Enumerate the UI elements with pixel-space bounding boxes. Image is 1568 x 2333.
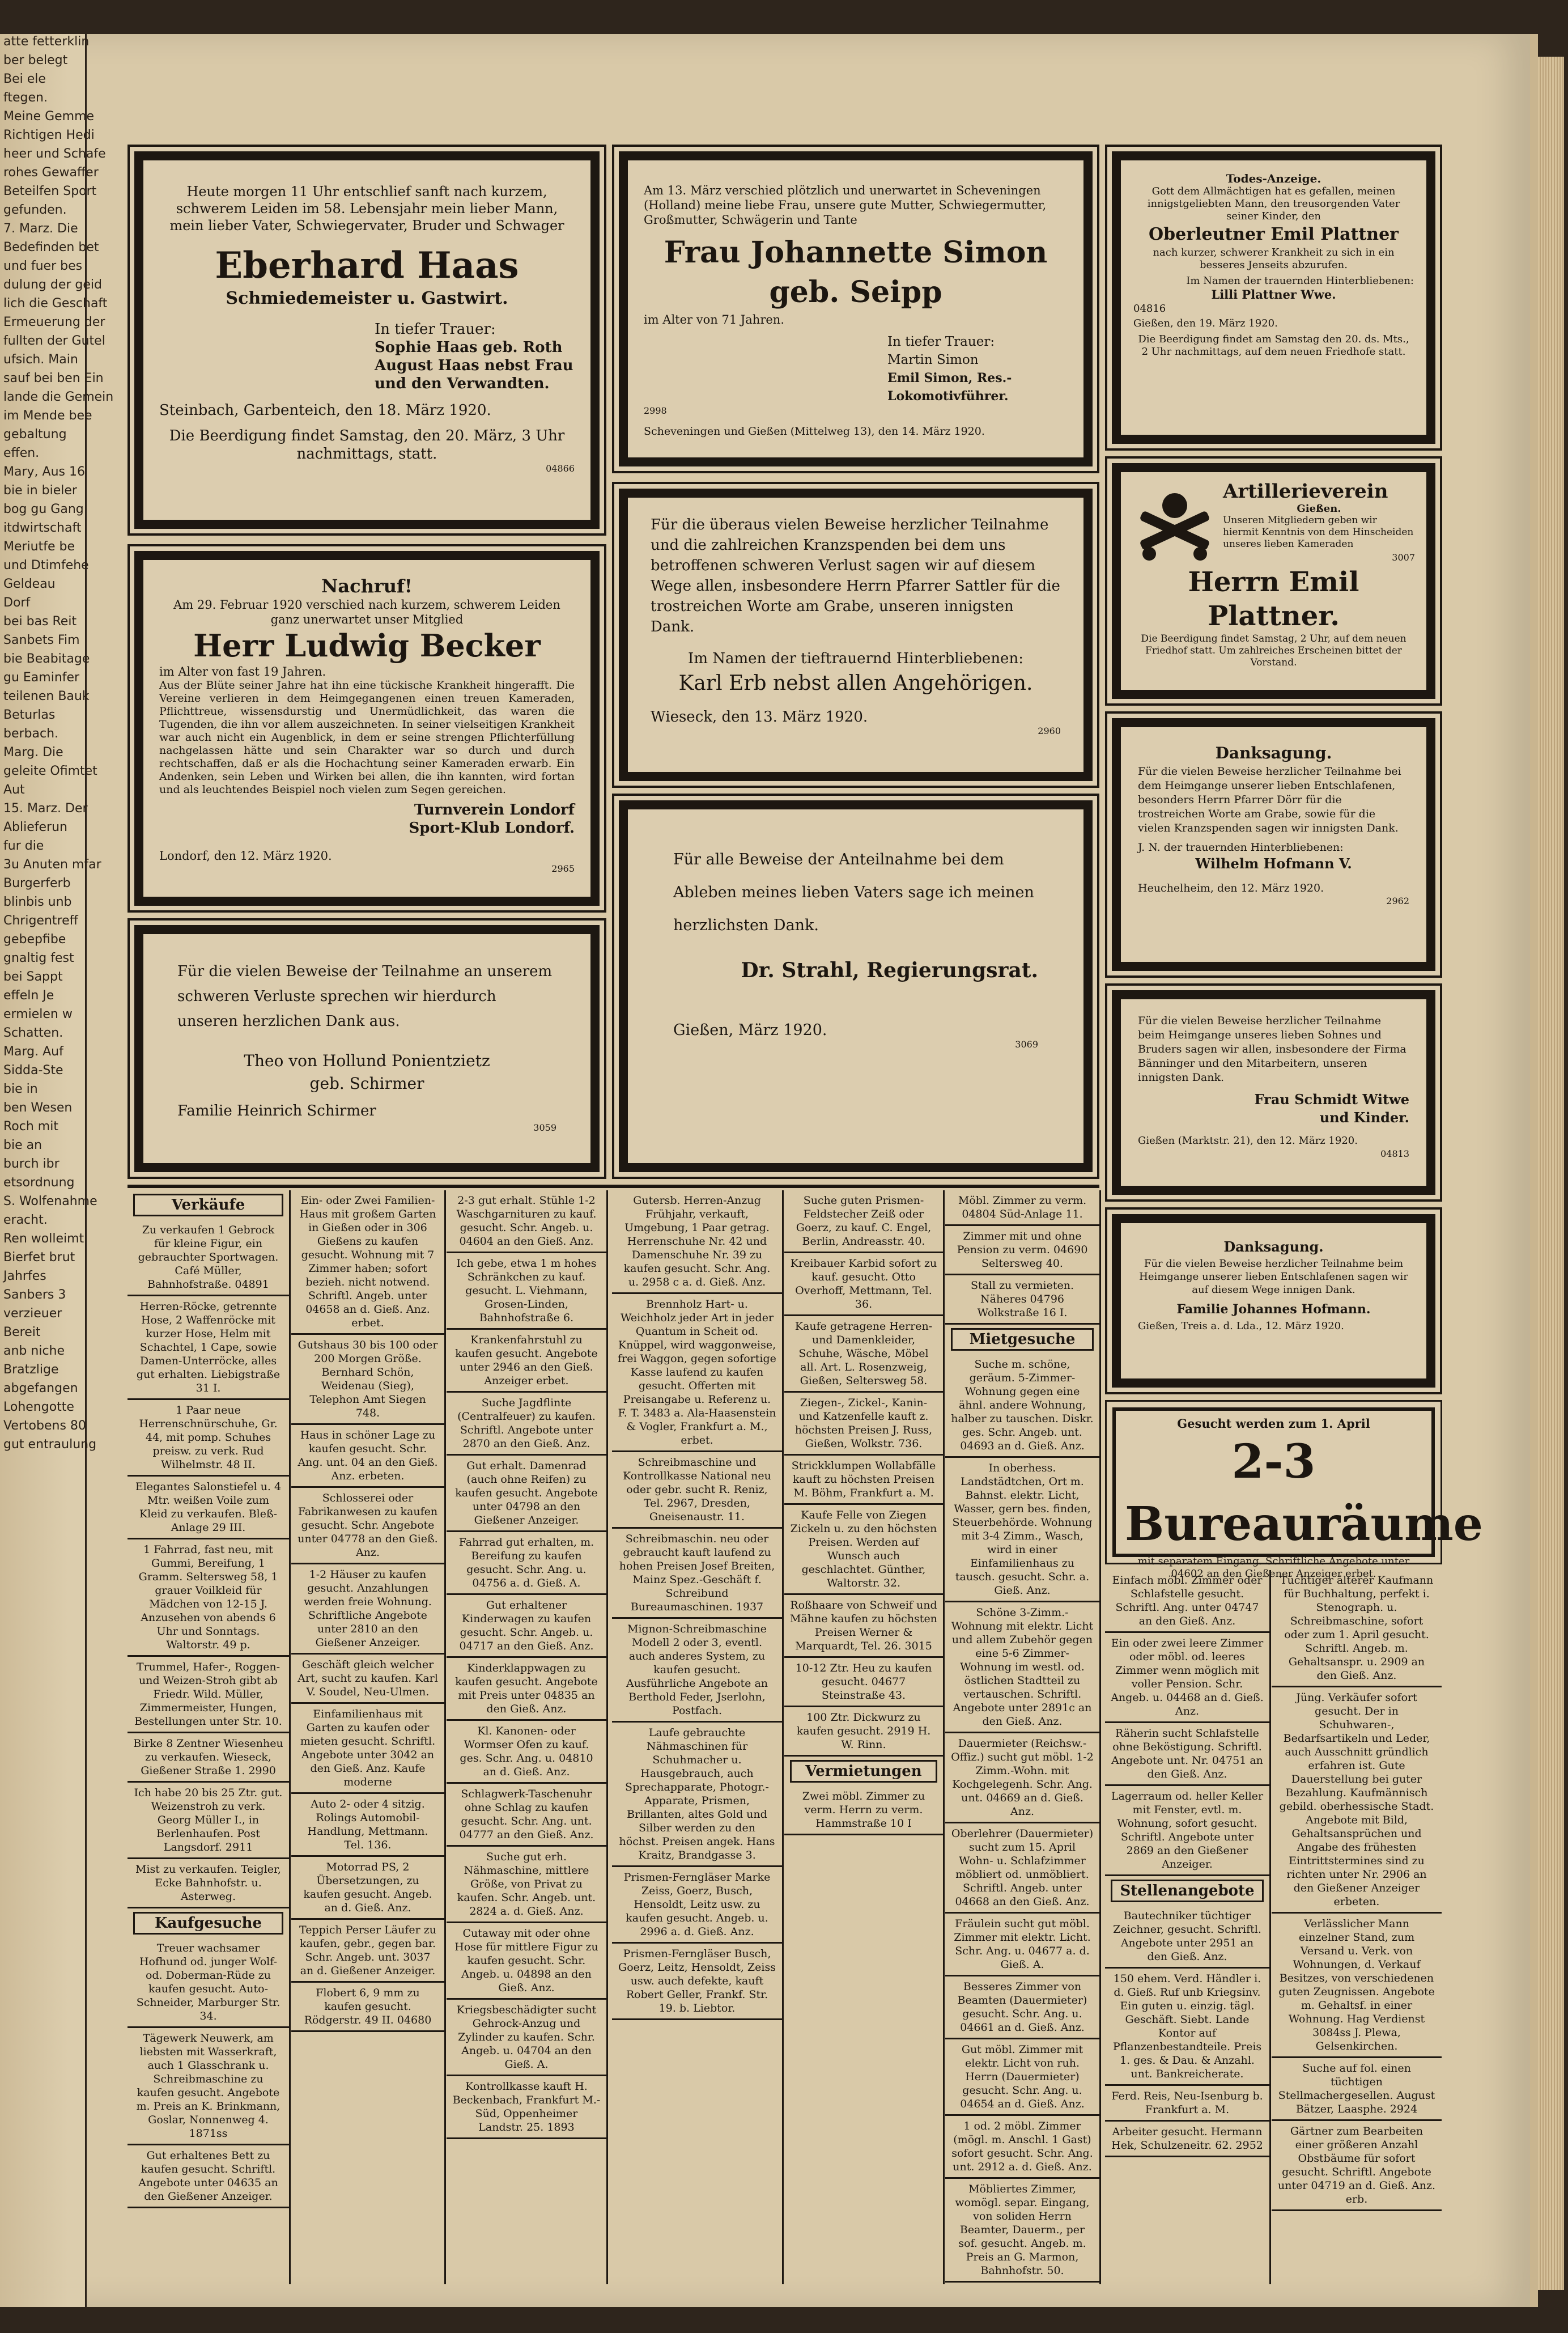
- gutter-line: ufsich. Main: [3, 353, 78, 367]
- gutter-line: Aut: [3, 783, 25, 797]
- notice-schirmer-number: 3059: [533, 1122, 556, 1133]
- gutter-line: verzieuer: [3, 1307, 62, 1321]
- notice-schirmer-signer-2: geb. Schirmer: [309, 1074, 424, 1093]
- notice-strahl-name: Dr. Strahl, Regierungsrat.: [741, 958, 1038, 982]
- classified-ad: Flobert 6, 9 mm zu kaufen gesucht. Rödgerstr. 49 II. 04680: [291, 1983, 444, 2032]
- gutter-line: im Mende bee: [3, 409, 92, 423]
- gutter-line: Vertobens 80: [3, 1419, 86, 1433]
- cannon-emblem-icon: [1132, 480, 1217, 565]
- col-stellenangebote-2: [1272, 1570, 1442, 2284]
- classified-ad: In oberhess. Landstädtchen, Ort m. Bahnst. elektr. Licht, Wasser, gern bes. finden, Steuerbehörde. Wohnung mit 3-4 Zimm., Wasch, wird in einer Einfamilienhaus zu tausch. gesucht. Schr. a. Gieß. Anz.: [945, 1458, 1099, 1602]
- classified-ad: Gut möbl. Zimmer mit elektr. Licht von ruh. Herrn (Dauermieter) gesucht. Schr. Ang. u. 04654 an d. Gieß. Anz.: [945, 2039, 1099, 2116]
- classified-ad: Birke 8 Zentner Wiesenheu zu verkaufen. Wieseck, Gießener Straße 1. 2990: [128, 1733, 289, 1783]
- notice-becker-place: Londorf, den 12. März 1920.: [159, 849, 332, 863]
- gutter-line: bei bas Reit: [3, 614, 77, 629]
- classified-ad: Gärtner zum Bearbeiten einer größeren Anzahl Obstbäume für sofort gesucht. Schriftl. Angebote unter 04719 an d. Gieß. Anz. erb.: [1272, 2121, 1442, 2211]
- gutter-line: ben Wesen: [3, 1101, 73, 1115]
- classified-ad: Gut erhalt. Damenrad (auch ohne Reifen) zu kaufen gesucht. Angebote unter 04798 an den Gießener Anzeiger.: [447, 1456, 606, 1532]
- gutter-line: Sidda-Ste: [3, 1063, 63, 1078]
- gutter-line: Schatten.: [3, 1026, 63, 1040]
- notice-strahl-number: 3069: [1015, 1039, 1038, 1050]
- gutter-line: berbach.: [3, 727, 59, 741]
- gutter-line: ber belegt: [3, 53, 68, 67]
- gutter-line: effeln Je: [3, 989, 54, 1003]
- notice-simon-name: Frau Johannette Simon geb. Seipp: [664, 235, 1048, 309]
- bureau-top: Gesucht werden zum 1. April: [1177, 1416, 1370, 1431]
- classified-ad: Möbliertes Zimmer, womögl. separ. Eingang, von soliden Herrn Beamter, Dauerm., per sof. gesucht. Angeb. m. Preis an G. Marmon, Bahnhofstr. 50.: [945, 2179, 1099, 2283]
- classified-ad: Oberlehrer (Dauermieter) sucht zum 15. April Wohn- u. Schlafzimmer möbliert od. unmöbliert. Schriftl. Angeb. unter 04668 an den Gieß. Anz.: [945, 1823, 1099, 1914]
- notice-artillerie-name: Herrn Emil Plattner.: [1188, 566, 1359, 632]
- gutter-line: 15. Marz. Der: [3, 801, 88, 816]
- gutter-line: gu Eaminfer: [3, 671, 80, 685]
- notice-becker-name: Herr Ludwig Becker: [193, 627, 541, 664]
- gutter-line: effen.: [3, 446, 40, 460]
- notice-simon-number: 2998: [644, 405, 667, 416]
- gutter-line: atte fetterklin: [3, 35, 90, 49]
- classified-ad: Räherin sucht Schlafstelle ohne Beköstigung. Schriftl. Angebote unt. Nr. 04751 an den Gieß. Anz.: [1105, 1723, 1269, 1786]
- gutter-line: Ablieferun: [3, 820, 67, 834]
- notice-plattner-text-2: nach kurzer, schwerer Krankheit zu sich in ein besseres Jenseits abzurufen.: [1153, 247, 1395, 271]
- notice-plattner-text: Gott dem Allmächtigen hat es gefallen, meinen innigstgeliebten Mann, den treusorgenden Vater seiner Kinder, den: [1147, 185, 1400, 222]
- classified-ad: Besseres Zimmer von Beamten (Dauermieter) gesucht. Schr. Ang. u. 04661 an d. Gieß. Anz.: [945, 1976, 1099, 2039]
- gutter-line: bie an: [3, 1138, 43, 1152]
- notice-schirmer-signer-3: Familie Heinrich Schirmer: [177, 1102, 376, 1119]
- gutter-line: Dorf: [3, 596, 31, 610]
- notice-simon-age: im Alter von 71 Jahren.: [644, 313, 785, 326]
- gutter-line: ftegen.: [3, 91, 48, 105]
- classified-ad: 1-2 Häuser zu kaufen gesucht. Anzahlungen werden freie Wohnung. Schriftliche Angebote unter 2810 an den Gießener Anzeiger.: [291, 1564, 444, 1655]
- notice-becker: [128, 544, 606, 913]
- notice-haas-number: 04866: [546, 463, 575, 474]
- notice-erb-mourn: Im Namen der tieftrauernd Hinterbliebenen:: [688, 650, 1023, 667]
- notice-becker-head: Nachruf!: [321, 575, 413, 597]
- classified-ad: Schöne 3-Zimm.-Wohnung mit elektr. Licht und allem Zubehör gegen eine 5-6 Zimmer-Wohnung im westl. od. östlichen Stadtteil zu vertauschen. Schriftl. Angebote unter 2891c an den Gieß. Anz.: [945, 1602, 1099, 1733]
- notice-simon: [612, 145, 1099, 473]
- classified-ad: Ziegen-, Zickel-, Kanin- und Katzenfelle kauft z. höchsten Preisen J. Russ, Gießen, Wolkstr. 736.: [784, 1393, 943, 1456]
- gutter-line: gebaltung: [3, 427, 67, 442]
- gutter-line: teilenen Bauk: [3, 689, 90, 703]
- gutter-line: Marg. Die: [3, 745, 63, 760]
- gutter-line: bog gu Gang: [3, 502, 84, 516]
- classified-ad: Stall zu vermieten. Näheres 04796 Wolkstraße 16 I.: [945, 1275, 1099, 1325]
- gutter-line: etsordnung: [3, 1176, 75, 1190]
- gutter-line: Mary, Aus 16: [3, 465, 85, 479]
- col-immobilien: [291, 1190, 446, 2284]
- gutter-line: Meine Gemme: [3, 109, 95, 124]
- col-kaufgesuche-2: [447, 1190, 608, 2284]
- ad-bureauraeume: [1105, 1400, 1483, 1580]
- gutter-line: Jahrfes: [3, 1269, 46, 1283]
- notice-schmidt-text: Für die vielen Beweise herzlicher Teilnahme beim Heimgange unseres lieben Sohnes und Bruders sagen wir allen, insbesondere der Firma Bänninger und den Mitarbeitern, unseren innigsten Dank.: [1138, 1015, 1406, 1084]
- newspaper-page: [0, 34, 1538, 2307]
- classified-ad: Verlässlicher Mann einzelner Stand, zum Versand u. Verk. von Wohnungen, d. Verkauf Besitzes, von verschiedenen guten Zeugnissen. Angebote m. Gehaltsf. in einer Wohnung. Hag Verdienst 3084ss J. Plewa, Gelsenkirchen.: [1272, 1914, 1442, 2058]
- notice-haas-place: Steinbach, Garbenteich, den 18. März 1920.: [159, 402, 491, 419]
- gutter-line: heer und Schafe: [3, 147, 106, 161]
- gutter-line: Marg. Auf: [3, 1045, 63, 1059]
- gutter-line: gebepfibe: [3, 932, 66, 947]
- classified-ad: 2-3 gut erhalt. Stühle 1-2 Waschgarnituren zu kauf. gesucht. Schr. Angeb. u. 04604 an den Gieß. Anz.: [447, 1190, 606, 1253]
- notice-haas: [128, 145, 606, 536]
- col-kaufgesuche-4: [784, 1190, 945, 2284]
- gutter-line: und fuer bes: [3, 259, 83, 273]
- bureau-headline: 2-3 Bureauräume: [1125, 1435, 1483, 1551]
- notice-strahl-place: Gießen, März 1920.: [673, 1021, 827, 1039]
- gutter-line: Chrigentreff: [3, 914, 78, 928]
- notice-simon-mourn: In tiefer Trauer:: [887, 334, 995, 349]
- notice-artillerie-number: 3007: [1392, 552, 1415, 563]
- notice-becker-signer-1: Turnverein Londorf: [414, 801, 575, 818]
- classified-ad: Zu verkaufen 1 Gebrock für kleine Figur, ein gebrauchter Sportwagen. Café Müller, Bahnhofstraße. 04891: [128, 1220, 289, 1296]
- gutter-line: gut entraulung: [3, 1437, 97, 1452]
- gutter-line: eracht.: [3, 1213, 48, 1227]
- notice-hofmann1-place: Heuchelheim, den 12. März 1920.: [1138, 882, 1324, 894]
- classified-ad: Bautechniker tüchtiger Zeichner, gesucht. Schriftl. Angebote unter 2951 an den Gieß. Anz.: [1105, 1906, 1269, 1969]
- gutter-line: Burgerferb: [3, 876, 71, 890]
- classified-ad: Mignon-Schreibmaschine Modell 2 oder 3, eventl. auch anderes System, zu kaufen gesucht. Ausführliche Angebote an Berthold Feder, Jserlohn, Postfach.: [612, 1619, 782, 1723]
- notice-hofmann2-place: Gießen, Treis a. d. Lda., 12. März 1920.: [1138, 1320, 1344, 1332]
- gutter-line: gnaltig fest: [3, 951, 74, 965]
- classified-ad: 10-12 Ztr. Heu zu kaufen gesucht. 04677 Steinstraße 43.: [784, 1658, 943, 1707]
- notice-haas-signer-3: und den Verwandten.: [375, 375, 550, 392]
- notice-erb: [612, 482, 1099, 788]
- gutter-line: bie Beabitage: [3, 652, 90, 666]
- section-verkaeufe-head: Verkäufe: [133, 1194, 283, 1216]
- classified-ad: Kl. Kanonen- oder Wormser Ofen zu kauf. ges. Schr. Ang. u. 04810 an d. Gieß. Anz.: [447, 1721, 606, 1784]
- col-stellenangebote-1: [1105, 1570, 1271, 2284]
- classified-ad: Fräulein sucht gut möbl. Zimmer mit elektr. Licht. Schr. Ang. u. 04677 a. d. Gieß. A.: [945, 1914, 1099, 1976]
- gutter-line: Bei ele: [3, 72, 46, 86]
- section-divider: [128, 1185, 1099, 1188]
- classified-ad: 1 od. 2 möbl. Zimmer (mögl. m. Anschl. 1 Gast) sofort gesucht. Schr. Ang. unt. 2912 a. d. Gieß. Anz.: [945, 2116, 1099, 2179]
- notice-becker-signer-2: Sport-Klub Londorf.: [409, 820, 575, 837]
- gutter-line: gefunden.: [3, 203, 67, 217]
- classified-ad: Kinderklappwagen zu kaufen gesucht. Angebote mit Preis unter 04835 an den Gieß. Anz.: [447, 1658, 606, 1721]
- classified-ad: Motorrad PS, 2 Übersetzungen, zu kaufen gesucht. Angeb. an d. Gieß. Anz.: [291, 1857, 444, 1920]
- gutter-line: Beteilfen Sport: [3, 184, 97, 198]
- notice-strahl: [612, 794, 1099, 1179]
- notice-plattner-place: Gießen, den 19. März 1920.: [1133, 317, 1278, 329]
- notice-schmidt-name: Frau Schmidt Witwe: [1254, 1091, 1409, 1108]
- classified-ad: Kontrollkasse kauft H. Beckenbach, Frankfurt M.-Süd, Oppenheimer Landstr. 25. 1893: [447, 2076, 606, 2139]
- bureau-text: mit separatem Eingang. Schriftliche Angebote unter 04602 an den Gießener Anzeiger erbet.: [1137, 1555, 1410, 1580]
- classified-ad: Arbeiter gesucht. Hermann Hek, Schulzeneitr. 62. 2952: [1105, 2122, 1269, 2157]
- gutter-line: Meriutfe be: [3, 540, 75, 554]
- section-head-mietgesuche: Mietgesuche: [951, 1328, 1094, 1351]
- section-head-stellenangebote: Stellenangebote: [1111, 1880, 1264, 1902]
- classified-ad: Zwei möbl. Zimmer zu verm. Herrn zu verm. Hammstraße 10 I: [784, 1786, 943, 1835]
- notice-schirmer: [128, 918, 606, 1179]
- notice-plattner-name: Oberleutner Emil Plattner: [1149, 224, 1399, 244]
- notice-hofmann1-mourn: J. N. der trauernden Hinterbliebenen:: [1138, 841, 1344, 854]
- notice-hofmann1-head: Danksagung.: [1215, 744, 1332, 762]
- notice-erb-text: Für die überaus vielen Beweise herzlicher Teilnahme und die zahlreichen Kranzspenden bei dem uns betroffenen schweren Verlust sagen wir auf diesem Wege allen, insbesondere Herrn Pfarrer Sattler für die trostreichen Worte am Grabe, unseren innigsten Dank.: [651, 516, 1060, 635]
- classified-ad: Gut erhaltenes Bett zu kaufen gesucht. Schriftl. Angebote unter 04635 an den Gießener Anzeiger.: [128, 2145, 289, 2208]
- notice-becker-age: im Alter von fast 19 Jahren.: [159, 665, 326, 678]
- gutter-line: Sanbets Fim: [3, 633, 80, 647]
- col-verkaeufe: [128, 1190, 291, 2284]
- gutter-line: 3u Anuten mfar: [3, 858, 101, 872]
- gutter-line: Beturlas: [3, 708, 56, 722]
- notice-becker-intro: Am 29. Februar 1920 verschied nach kurzem, schwerem Leiden ganz unerwartet unser Mitglied: [173, 598, 560, 626]
- classified-ad: Gutshaus 30 bis 100 oder 200 Morgen Größe. Bernhard Schön, Weidenau (Sieg), Telephon Amt Siegen 748.: [291, 1335, 444, 1425]
- classified-ad: Lagerraum od. heller Keller mit Fenster, evtl. m. Wohnung, sofort gesucht. Schriftl. Angebote unter 2869 an den Gießener Anzeiger.: [1105, 1786, 1269, 1876]
- gutter-line: fur die: [3, 839, 44, 853]
- classified-ad: Cutaway mit oder ohne Hose für mittlere Figur zu kaufen gesucht. Schr. Angeb. u. 04898 an den Gieß. Anz.: [447, 1923, 606, 2000]
- page-edge-stack: [1538, 57, 1564, 2290]
- classified-ad: Brennholz Hart- u. Weichholz jeder Art in jeder Quantum in Scheit od. Knüppel, wird waggonweise, frei Waggon, gegen sofortige Kasse laufend zu kaufen gesucht. Offerten mit Preisangabe u. Referenz u. F. T. 3483 a. Ala-Haasenstein & Vogler, Frankfurt a. M., erbet.: [612, 1294, 782, 1452]
- classified-ad: Einfach möbl. Zimmer oder Schlafstelle gesucht. Schriftl. Ang. unter 04747 an den Gieß. Anz.: [1105, 1570, 1269, 1633]
- classified-ad: Tüchtiger älterer Kaufmann für Buchhaltung, perfekt i. Stenograph. u. Schreibmaschine, sofort oder zum 1. April gesucht. Schriftl. Angeb. m. Gehaltsanspr. u. 2909 an den Gieß. Anz.: [1272, 1570, 1442, 1687]
- notice-simon-place: Scheveningen und Gießen (Mittelweg 13), den 14. März 1920.: [644, 425, 985, 438]
- notice-haas-signer-2: August Haas nebst Frau: [375, 357, 573, 374]
- classified-ad: Elegantes Salonstiefel u. 4 Mtr. weißen Voile zum Kleid zu verkaufen. Bleß-Anlage 29 III.: [128, 1477, 289, 1539]
- notice-plattner-signer: Lilli Plattner Wwe.: [1211, 287, 1336, 302]
- classified-ad: Gutersb. Herren-Anzug Frühjahr, verkauft, Umgebung, 1 Paar getrag. Herrenschuhe Nr. 42 und Damenschuhe Nr. 39 zu kaufen gesucht. Schr. Ang. u. 2958 c a. d. Gieß. Anz.: [612, 1190, 782, 1294]
- notice-hofmann2-text: Für die vielen Beweise herzlicher Teilnahme beim Heimgange unserer lieben Entschlafenen sagen wir auf diesem Wege innigen Dank.: [1139, 1258, 1408, 1296]
- gutter-line: anb niche: [3, 1344, 65, 1358]
- classified-ad: Trummel, Hafer-, Roggen- und Weizen-Stroh gibt ab Friedr. Wild. Müller, Zimmermeister, Hungen, Bestellungen unter Str. 10.: [128, 1657, 289, 1733]
- gutter-line: bie in: [3, 1082, 38, 1096]
- classified-ad: Schreibmaschine und Kontrollkasse National neu oder gebr. sucht R. Reniz, Tel. 2967, Dresden, Gneisenaustr. 11.: [612, 1452, 782, 1529]
- classified-ad: 150 ehem. Verd. Händler i. d. Gieß. Ruf unb Kriegsinv. Ein guten u. einzig. tägl. Geschäft. Siebt. Lande Kontor auf Pflanzenbestandteile. Preis 1. ges. & Dau. & Anzahl. unt. Bankreicherate.: [1105, 1969, 1269, 2086]
- notice-hofmann1-name: Wilhelm Hofmann V.: [1195, 855, 1352, 872]
- gutter-line: 7. Marz. Die: [3, 222, 78, 236]
- notice-plattner-number: 04816: [1133, 303, 1166, 315]
- notice-erb-number: 2960: [1038, 726, 1061, 736]
- classified-ad: Kaufe Felle von Ziegen Zickeln u. zu den höchsten Preisen. Werden auf Wunsch auch geschlachtet. Günther, Waltorstr. 32.: [784, 1505, 943, 1595]
- classified-ad: Ich gebe, etwa 1 m hohes Schränkchen zu kauf. gesucht. L. Viehmann, Grosen-Linden, Bahnhofstraße 6.: [447, 1253, 606, 1330]
- classified-ad: 1 Paar neue Herrenschnürschuhe, Gr. 44, mit pomp. Schuhes preisw. zu verk. Rud Wilhelmstr. 48 II.: [128, 1400, 289, 1477]
- classified-ad: Kriegsbeschädigter sucht Gehrock-Anzug und Zylinder zu kaufen. Schr. Angeb. u. 04704 an den Gieß. A.: [447, 2000, 606, 2076]
- gutter-line: Geldeau: [3, 577, 56, 591]
- gutter-line: Sanbers 3: [3, 1288, 66, 1302]
- notice-hofmann2-head: Danksagung.: [1223, 1238, 1324, 1255]
- classified-ad: Ich habe 20 bis 25 Ztr. gut. Weizenstroh zu verk. Georg Müller I., in Berlenhaufen. Post Langsdorf. 2911: [128, 1783, 289, 1859]
- notice-becker-number: 2965: [551, 863, 575, 874]
- notice-plattner-mourn: Im Namen der trauernden Hinterbliebenen:: [1186, 275, 1414, 287]
- gutter-line: bie in bieler: [3, 483, 77, 498]
- notice-artillerie-sub: Gießen.: [1297, 503, 1341, 515]
- classified-ad: Prismen-Ferngläser Busch, Goerz, Leitz, Hensoldt, Zeiss usw. auch defekte, kauft Robert Geller, Frankf. Str. 19. b. Liebtor.: [612, 1944, 782, 2020]
- gutter-line: ermielen w: [3, 1007, 73, 1021]
- gutter-line: blinbis unb: [3, 895, 72, 909]
- notice-plattner-burial: Die Beerdigung findet am Samstag den 20. ds. Mts., 2 Uhr nachmittags, auf dem neuen Friedhofe statt.: [1138, 333, 1409, 358]
- notice-artillerie-head: Artillerieverein: [1223, 480, 1388, 503]
- notice-schmidt-name-2: und Kinder.: [1319, 1109, 1409, 1126]
- classified-ad: Teppich Perser Läufer zu kaufen, gebr., gegen bar. Schr. Angeb. unt. 3037 an d. Gießener Anzeiger.: [291, 1920, 444, 1983]
- notice-simon-signer-2: Emil Simon, Res.-Lokomotivführer.: [887, 371, 1012, 404]
- classified-ad: Ferd. Reis, Neu-Isenburg b. Frankfurt a. M.: [1105, 2086, 1269, 2122]
- gutter-line: abgefangen: [3, 1381, 78, 1395]
- notice-haas-mourn: In tiefer Trauer:: [375, 321, 496, 338]
- notice-hofmann1-number: 2962: [1386, 896, 1409, 906]
- notice-simon-signer-1: Martin Simon: [887, 353, 979, 367]
- notice-hofmann1-text: Für die vielen Beweise herzlicher Teilnahme bei dem Heimgange unserer lieben Entschlafenen, besonders Herrn Pfarrer Dörr für die trostreichen Worte am Grabe, sowie für die vielen Kranzspenden sagen wir innigsten Dank.: [1138, 765, 1401, 834]
- col-mietgesuche: [945, 1190, 1101, 2284]
- classified-ad: Tägewerk Neuwerk, am liebsten mit Wasserkraft, auch 1 Glasschrank u. Schreibmaschine zu kaufen gesucht. Angebote m. Preis an K. Brinkmann, Goslar, Nonnenweg 4. 1871ss: [128, 2028, 289, 2145]
- gutter-line: Ren wolleimt: [3, 1232, 84, 1246]
- notice-artillerie-text: Unseren Mitgliedern geben wir hiermit Kenntnis von dem Hinscheiden unseres lieben Kameraden: [1223, 515, 1414, 550]
- classified-ad: Treuer wachsamer Hofhund od. junger Wolf- od. Doberman-Rüde zu kaufen gesucht. Auto-Schneider, Marburger Str. 34.: [128, 1938, 289, 2028]
- classified-ad: Schlagwerk-Taschenuhr ohne Schlag zu kaufen gesucht. Schr. Ang. unt. 04777 an den Gieß. Anz.: [447, 1784, 606, 1847]
- classified-ad: Suche auf fol. einen tüchtigen Stellmachergesellen. August Bätzer, Laasphe. 2924: [1272, 2058, 1442, 2121]
- notice-plattner-head: Todes-Anzeige.: [1226, 172, 1321, 185]
- classified-ad: Krankenfahrstuhl zu kaufen gesucht. Angebote unter 2946 an den Gieß. Anzeiger erbet.: [447, 1330, 606, 1393]
- notice-strahl-text: Für alle Beweise der Anteilnahme bei dem Ableben meines lieben Vaters sage ich meinen herzlichsten Dank.: [673, 851, 1034, 934]
- section-kaufgesuche-head: Kaufgesuche: [133, 1912, 283, 1935]
- classified-ad: Geschäft gleich welcher Art, sucht zu kaufen. Karl V. Soudel, Neu-Ulmen.: [291, 1655, 444, 1704]
- gutter-line: Ermeuerung der: [3, 315, 105, 329]
- notice-schirmer-signer-1: Theo von Hollund Ponientzietz: [244, 1051, 490, 1070]
- classified-ad: Suche guten Prismen-Feldstecher Zeiß oder Goerz, zu kauf. C. Engel, Berlin, Andreasstr. 40.: [784, 1190, 943, 1253]
- classified-ad: Mist zu verkaufen. Teigler, Ecke Bahnhofstr. u. Asterweg.: [128, 1859, 289, 1908]
- classified-ad: Strickklumpen Wollabfälle kauft zu höchsten Preisen M. Böhm, Frankfurt a. M.: [784, 1456, 943, 1505]
- notice-erb-name: Karl Erb nebst allen Angehörigen.: [678, 672, 1033, 695]
- section-head-vermietungen: Vermietungen: [790, 1760, 937, 1783]
- classified-ad: Suche gut erh. Nähmaschine, mittlere Größe, von Privat zu kaufen. Schr. Angeb. unt. 2824 a. d. Gieß. Anz.: [447, 1847, 606, 1923]
- classified-ad: Haus in schöner Lage zu kaufen gesucht. Schr. Ang. unt. 04 an den Gieß. Anz. erbeten.: [291, 1425, 444, 1488]
- notice-schmidt-number: 04813: [1380, 1148, 1409, 1159]
- gutter-line: Richtigen Hedi: [3, 128, 95, 142]
- classified-ad: Laufe gebrauchte Nähmaschinen für Schuhmacher u. Hausgebrauch, auch Sprechapparate, Photogr.-Apparate, Prismen, Brillanten, altes Gold und Silber werden zu den höchst. Preisen angek. Hans Kraitz, Brandgasse 3.: [612, 1723, 782, 1867]
- classified-ad: Kreibauer Karbid sofort zu kauf. gesucht. Otto Overhoff, Mettmann, Tel. 36.: [784, 1253, 943, 1316]
- classified-ad: Kaufe getragene Herren- und Damenkleider, Schuhe, Wäsche, Möbel all. Art. L. Rosenzweig, Gießen, Seltersweg 58.: [784, 1316, 943, 1393]
- classified-ad: Roßhaare von Schweif und Mähne kaufen zu höchsten Preisen Werner & Marquardt, Tel. 26. 3015: [784, 1595, 943, 1658]
- gutter-line: fullten der Gutel: [3, 334, 105, 348]
- gutter-line: bei Sappt: [3, 970, 63, 984]
- gutter-line: dulung der geid: [3, 278, 102, 292]
- classified-ad: Einfamilienhaus mit Garten zu kaufen oder mieten gesucht. Schriftl. Angebote unter 3042 an den Gieß. Anz. Kaufe moderne: [291, 1704, 444, 1794]
- notice-schmidt: [1105, 983, 1442, 1202]
- classified-ad: Suche m. schöne, geräum. 5-Zimmer-Wohnung gegen eine ähnl. andere Wohnung, halber zu tauschen. Diskr. ges. Schr. Angeb. unt. 04693 an d. Gieß. Anz.: [945, 1354, 1099, 1458]
- notice-schmidt-place: Gießen (Marktstr. 21), den 12. März 1920.: [1138, 1135, 1358, 1147]
- gutter-line: itdwirtschaft: [3, 521, 82, 535]
- notice-hofmann2-name: Familie Johannes Hofmann.: [1176, 1302, 1371, 1317]
- classified-ad: Jüng. Verkäufer sofort gesucht. Der in Schuhwaren-, Bedarfsartikeln und Leder, auch Ausschnitt gründlich erfahren ist. Gute Dauerstellung bei guter Bezahlung. Kaufmännisch gebild. oberhessische Stadt. Angebote mit Bild, Gehaltsansprüchen und Angabe des frühesten Eintrittstermines sind zu richten unter Nr. 2906 an den Gießener Anzeiger erbeten.: [1272, 1687, 1442, 1914]
- gutter-line: lande die Gemein: [3, 390, 114, 404]
- notice-erb-place: Wieseck, den 13. März 1920.: [651, 709, 868, 726]
- classified-ad: 1 Fahrrad, fast neu, mit Gummi, Bereifung, 1 Gramm. Seltersweg 58, 1 grauer Voilkleid für Mädchen von 12-15 J. Anzusehen von abends 6 Uhr und Sonntags. Waltorstr. 49 p.: [128, 1539, 289, 1657]
- notice-artillerie-text-2: Die Beerdigung findet Samstag, 2 Uhr, auf dem neuen Friedhof statt. Um zahlreiches Erscheinen bittet der Vorstand.: [1141, 633, 1406, 668]
- col-kaufgesuche-3: [612, 1190, 784, 2284]
- left-page-gutter-text: [0, 34, 114, 2307]
- gutter-line: Bierfet brut: [3, 1250, 75, 1265]
- notice-artillerieverein: [1105, 456, 1442, 706]
- gutter-line: Bratzlige: [3, 1363, 59, 1377]
- notice-haas-title: Schmiedemeister u. Gastwirt.: [226, 289, 508, 308]
- classified-ad: Prismen-Ferngläser Marke Zeiss, Goerz, Busch, Hensoldt, Leitz usw. zu kaufen gesucht. Angeb. u. 2996 a. d. Gieß. Anz.: [612, 1867, 782, 1944]
- notice-hofmann-2: [1105, 1207, 1442, 1394]
- notice-hofmann-1: [1105, 711, 1442, 978]
- gutter-line: und Dtimfehe: [3, 558, 89, 572]
- gutter-line: lich die Geschaft: [3, 296, 108, 311]
- notice-haas-name: Eberhard Haas: [215, 244, 519, 287]
- classified-ad: Herren-Röcke, getrennte Hose, 2 Waffenröcke mit kurzer Hose, Helm mit Schachtel, 1 Cape, sowie Damen-Unterröcke, alles gut erhalten. Liebigstraße 31 I.: [128, 1296, 289, 1400]
- gutter-line: Bedefinden bet: [3, 240, 99, 254]
- classified-ad: Suche Jagdflinte (Centralfeuer) zu kaufen. Schriftl. Angebote unter 2870 an den Gieß. Anz.: [447, 1393, 606, 1456]
- gutter-line: Lohengotte: [3, 1400, 74, 1414]
- notice-haas-burial: Die Beerdigung findet Samstag, den 20. März, 3 Uhr nachmittags, statt.: [169, 427, 565, 463]
- notice-becker-text: Aus der Blüte seiner Jahre hat ihn eine tückische Krankheit hingerafft. Die Vereine verlieren in dem Heimgegangenen einen treuen Kameraden, Pflichttreue, wissensdurstig und Unermüdlichkeit, das waren die Tugenden, die ihn vor allem auszeichneten. In seiner vielseitigen Krankheit war auch nicht ein Augenblick, in dem er seine strengen Pflichterfüllung nachgelassen hätte und sein Charakter war so durch und durch rechtschaffen, daß er als die Hochachtung seiner Kameraden erwarb. Ein Andenken, sein Leben und Wirken bei allen, die ihn kannten, wird fortan und als leuchtendes Beispiel noch vielen zum Segen gereichen.: [159, 679, 575, 796]
- notice-haas-signer-1: Sophie Haas geb. Roth: [375, 339, 563, 356]
- classified-ad: Gut erhaltener Kinderwagen zu kaufen gesucht. Schr. Angeb. u. 04717 an den Gieß. Anz.: [447, 1595, 606, 1658]
- classified-ad: Ein oder zwei leere Zimmer oder möbl. od. leeres Zimmer wenn möglich mit voller Pension. Schr. Angeb. u. 04468 an d. Gieß. Anz.: [1105, 1633, 1269, 1723]
- notice-haas-intro: Heute morgen 11 Uhr entschlief sanft nach kurzem, schwerem Leiden im 58. Lebensjahr mein lieber Mann, mein lieber Vater, Schwiegervater, Bruder und Schwager: [169, 184, 564, 234]
- gutter-line: Bereit: [3, 1325, 41, 1339]
- classified-ad: Möbl. Zimmer zu verm. 04804 Süd-Anlage 11.: [945, 1190, 1099, 1226]
- gutter-line: rohes Gewaffer: [3, 166, 99, 180]
- classified-ad: 100 Ztr. Dickwurz zu kaufen gesucht. 2919 H. W. Rinn.: [784, 1707, 943, 1757]
- classified-ad: Ein- oder Zwei Familien-Haus mit großem Garten in Gießen oder in 306 Gießens zu kaufen gesucht. Wohnung mit 7 Zimmer haben; sofort bezieh. nicht notwend. Schriftl. Angeb. unter 04658 an d. Gieß. Anz. erbet.: [291, 1190, 444, 1335]
- notice-schirmer-text: Für die vielen Beweise der Teilnahme an unserem schweren Verluste sprechen wir hierdurch unseren herzlichen Dank aus.: [177, 963, 553, 1030]
- gutter-line: Roch mit: [3, 1119, 58, 1134]
- classified-ad: Fahrrad gut erhalten, m. Bereifung zu kaufen gesucht. Schr. Ang. u. 04756 a. d. Gieß. A.: [447, 1532, 606, 1595]
- classified-ad: Zimmer mit und ohne Pension zu verm. 04690 Seltersweg 40.: [945, 1226, 1099, 1275]
- gutter-line: burch ibr: [3, 1157, 60, 1171]
- gutter-line: S. Wolfenahme: [3, 1194, 97, 1208]
- classified-ad: Schreibmaschin. neu oder gebraucht kauft laufend zu hohen Preisen Josef Breiten, Mainz Spez.-Geschäft f. Schreibund Bureaumaschinen. 1937: [612, 1529, 782, 1619]
- classified-ad: Schlosserei oder Fabrikanwesen zu kaufen gesucht. Schr. Angebote unter 04778 an den Gieß. Anz.: [291, 1488, 444, 1564]
- classified-ad: Dauermieter (Reichsw.-Offiz.) sucht gut möbl. 1-2 Zimm.-Wohn. mit Kochgelegenh. Schr. Ang. unt. 04669 an d. Gieß. Anz.: [945, 1733, 1099, 1823]
- classified-ad: Auto 2- oder 4 sitzig. Rolings Automobil-Handlung, Mettmann. Tel. 136.: [291, 1794, 444, 1857]
- gutter-line: sauf bei ben Ein: [3, 371, 104, 385]
- gutter-line: geleite Ofimtet: [3, 764, 97, 778]
- notice-plattner: [1105, 145, 1442, 451]
- notice-simon-intro: Am 13. März verschied plötzlich und unerwartet in Scheveningen (Holland) meine liebe Frau, unsere gute Mutter, Schwiegermutter, Großmutter, Schwägerin und Tante: [644, 184, 1047, 227]
